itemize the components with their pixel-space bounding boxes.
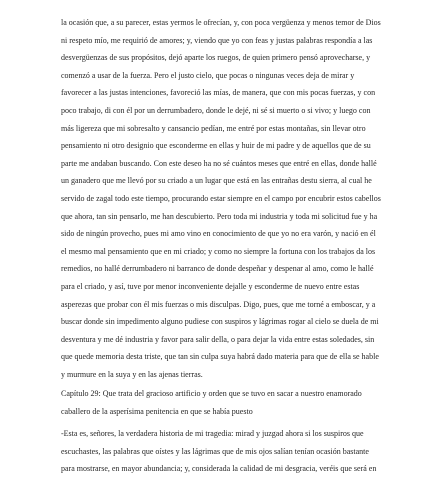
chapter-heading: Capítulo 29: Que trata del gracioso artificio y orden que se tuvo en sacar a nuestro enamorado caballero de la asperísima penitencia en que se había puesto (61, 389, 362, 416)
body-text-block-2 (61, 425, 383, 478)
body-text-block (61, 14, 383, 383)
paragraph: -Esta es, señores, la verdadera historia de mi tragedia: mirad y juzgad ahora si los suspiros que escuchastes, las palabras que oístes y las lágrimas que de mis ojos salían tenían ocasión bastante para mostrarse, en mayor abundancia; y, considerada la calidad de mi desgracia, veréis que será en (61, 429, 377, 474)
paragraph: la ocasión que, a su parecer, estas yermos le ofrecían, y, con poca vergüenza y menos temor de Dios ni respeto mío, me requirió de amores; y, viendo que yo con feas y justas palabras respondía a las desvergüenzas de sus propósitos, dejó aparte los ruegos, de quien primero pensó aprovecharse, y comenzó a usar de la fuerza. Pero el justo cielo, que pocas o ningunas veces deja de mirar y favorecer a las justas intenciones, favoreció las mías, de manera, que con mis pocas fuerzas, y con poco trabajo, di con él por un derrumbadero, donde le dejé, ni sé si muerto o si vivo; y luego con más ligereza que mi sobresalto y cansancio pedían, me entré por estas montañas, sin llevar otro pensamiento ni otro designio que esconderme en ellas y huir de mi padre y de aquellos que de su parte me andaban buscando. Con este deseo ha no sé cuántos meses que entré en ellas, donde hallé un ganadero que me llevó por su criado a un lugar que está en las entrañas destu sierra, al cual he servido de zagal todo este tiempo, procurando estar siempre en el campo por encubrir estos cabellos que ahora, tan sin pensarlo, me han descubierto. Pero toda mi industria y toda mi solicitud fue y ha sido de ningún provecho, pues mi amo vino en conocimiento de que yo no era varón, y nació en él el mesmo mal pensamiento que en mi criado; y como no siempre la fortuna con los trabajos da los remedios, no hallé derrumbadero ni barranco de donde despeñar y despenar al amo, como le hallé para el criado, y así, tuve por menor inconveniente dejalle y esconderme de nuevo entre estas asperezas que probar con él mis fuerzas o mis disculpas. Digo, pues, que me torné a emboscar, y a buscar donde sin impedimento alguno pudiese con suspiros y lágrimas rogar al cielo se duela de mi desventura y me dé industria y favor para salir della, o para dejar la vida entre estas soledades, sin que quede memoria desta triste, que tan sin culpa suya habrá dado materia para que de ella se hable y murmure en la suya y en las ajenas tierras. (61, 18, 381, 379)
